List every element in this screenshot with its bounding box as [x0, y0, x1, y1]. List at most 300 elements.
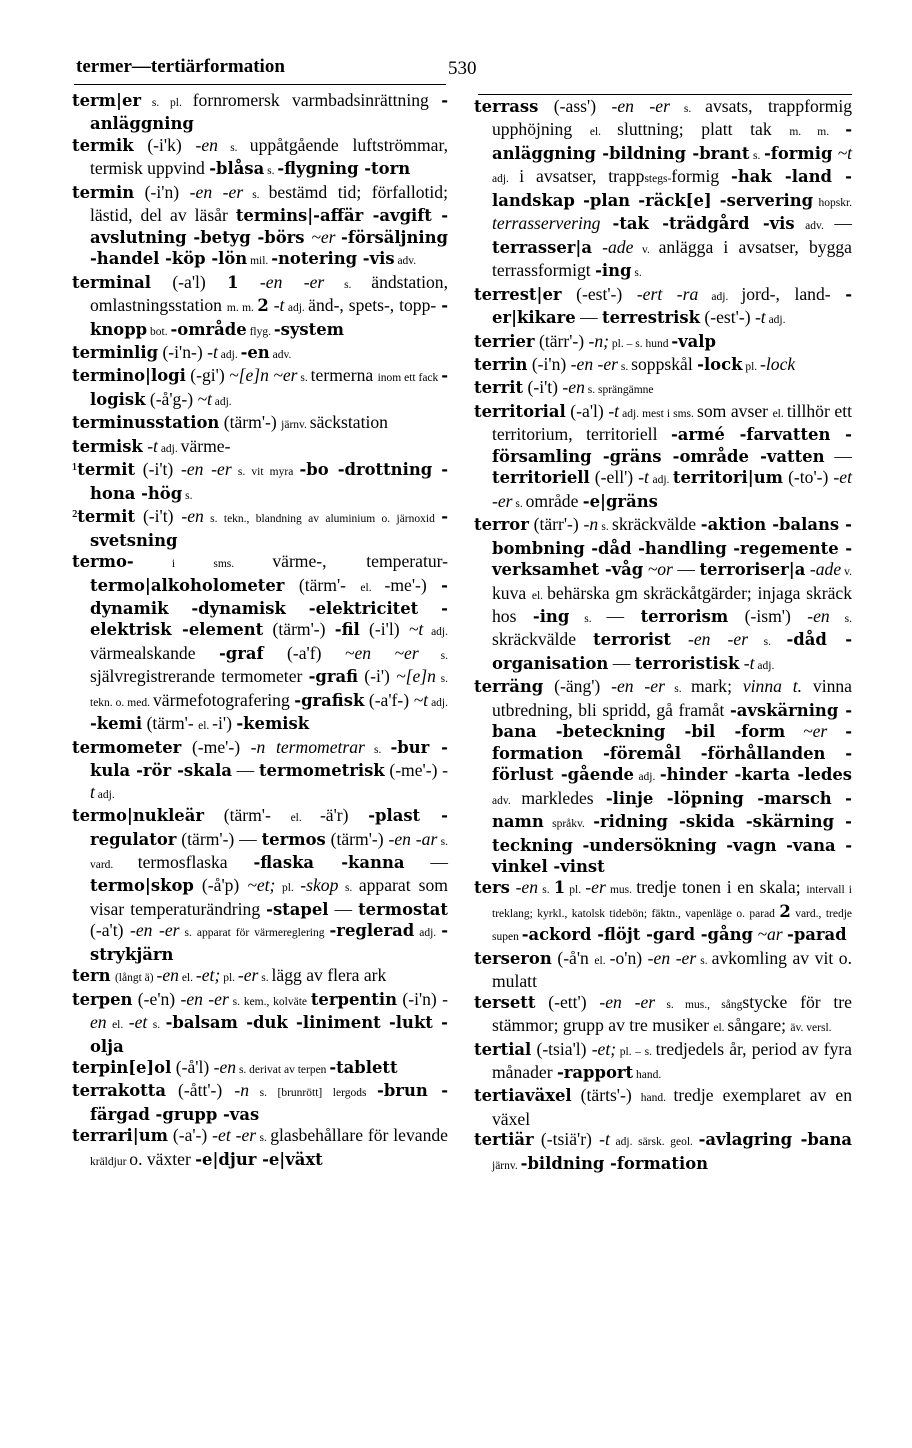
- headword: termit: [77, 460, 136, 480]
- definition-text: fornromersk varmbadsinrättning: [192, 90, 442, 110]
- definition-text: uppåtgående luftströmmar, termisk uppvind: [90, 134, 448, 179]
- definition-text: jord-, land-: [741, 283, 846, 304]
- headword: terror: [474, 515, 529, 535]
- label: pl. – s. hund: [609, 337, 672, 350]
- definition-text: [827, 721, 845, 741]
- label: s.: [338, 882, 359, 895]
- headword: -fil: [334, 620, 360, 640]
- label: pl.: [565, 884, 586, 897]
- definition-text: självregistrerande termometer: [90, 666, 309, 687]
- definition-text: (-i't): [135, 459, 181, 480]
- definition-text: —: [824, 445, 852, 466]
- headword: tertiaväxel: [474, 1086, 572, 1106]
- definition-text: termerna: [310, 365, 378, 386]
- headword: -dynamik -dynamisk -elektricitet -elektrisk -element: [90, 575, 448, 640]
- definition-text: ²: [72, 506, 78, 527]
- dictionary-entry: [72, 436, 448, 459]
- definition-text: bestämd tid; förfallotid; lästid, del av läsår: [90, 181, 448, 226]
- label: s. tekn. o. med.: [90, 673, 448, 709]
- label: s.: [664, 683, 691, 696]
- definition-text: värme-, temperatur-: [272, 551, 449, 572]
- definition-text: —: [404, 851, 448, 872]
- definition-text: termosflaska: [137, 851, 254, 872]
- inflection: -er: [585, 877, 606, 898]
- dictionary-entry: [474, 331, 852, 354]
- label: adj. mest i sms.: [619, 407, 697, 420]
- label: s. [brunrött] lergods: [249, 1087, 378, 1100]
- label: pl.: [275, 882, 301, 895]
- dictionary-entry: [474, 514, 852, 676]
- definition-text: tillhör ett territorium, territoriell: [492, 400, 852, 445]
- label: adj.: [698, 290, 742, 303]
- dictionary-entry: [474, 992, 852, 1039]
- headword: -rapport: [556, 1063, 634, 1083]
- dictionary-entry: [72, 412, 448, 435]
- dictionary-entry: [72, 272, 448, 342]
- definition-text: (tärm'-: [284, 574, 361, 595]
- definition-text: avkomling av vit o. mulatt: [492, 947, 852, 992]
- definition-text: [239, 272, 260, 292]
- headword: 2: [779, 901, 791, 921]
- label: adv.: [794, 220, 835, 233]
- headword: terminal: [72, 272, 151, 292]
- label: adj.: [648, 474, 673, 487]
- inflection: ~or: [647, 559, 673, 580]
- inflection: -en -ar: [388, 828, 438, 849]
- label: el.: [178, 972, 196, 985]
- inflection: -en -er: [180, 459, 232, 480]
- headword: -knopp: [90, 296, 449, 339]
- label: s. apparat för värmereglering: [179, 927, 330, 940]
- definition-text: —: [328, 898, 359, 919]
- label: adj.: [217, 348, 241, 361]
- label: adj.: [492, 173, 520, 186]
- dictionary-entry: [72, 135, 448, 182]
- definition-text: (-ass'): [538, 96, 612, 116]
- headword: termo|alkoholometer: [90, 575, 285, 595]
- headword: termometer: [72, 737, 182, 757]
- headword: terrin: [474, 354, 528, 374]
- definition-text: soppskål: [631, 353, 698, 374]
- headword: -lock: [697, 354, 743, 374]
- inflection: ~t: [408, 619, 424, 640]
- definition-text: i avsatser, trapp: [519, 166, 645, 187]
- inflection: -ade: [809, 559, 842, 580]
- headword: terrorist: [593, 630, 671, 650]
- definition-text: (-a't): [90, 920, 130, 941]
- dictionary-entry: [474, 96, 852, 284]
- definition-text: (-i'l): [359, 619, 409, 640]
- definition-text: (-i't): [523, 377, 563, 398]
- definition-text: (-me'-): [181, 736, 251, 757]
- inflection: -en -er: [647, 947, 697, 968]
- definition-text: (-a'f-): [364, 689, 414, 710]
- label: s. derivat av terpen: [236, 1064, 330, 1077]
- definition-text: behärska gm skräckåtgärder; injaga skräck hos: [492, 582, 852, 626]
- definition-text: (-est'-): [700, 307, 755, 328]
- definition-text: värme-: [180, 435, 231, 456]
- headword: termo|nukleär: [72, 806, 204, 826]
- headword: terrasser|a: [492, 237, 592, 257]
- headword: territori|um: [672, 468, 784, 488]
- headword: termometrisk: [258, 761, 385, 781]
- headword: -hak -land -landskap -plan -räck[e] -servering: [492, 167, 852, 210]
- inflection: -en -er: [611, 96, 670, 116]
- inflection: -t: [273, 295, 285, 316]
- definition-text: (tärr'-): [528, 514, 584, 535]
- headword: termin: [72, 182, 135, 202]
- headword: tersett: [474, 992, 536, 1012]
- definition-text: (-ell'): [589, 467, 639, 488]
- label: s.: [749, 149, 764, 162]
- label: s.: [182, 489, 193, 502]
- headword: -e|djur -e|växt: [195, 1149, 323, 1169]
- inflection: -et;: [195, 965, 221, 986]
- label: adj.: [414, 927, 442, 940]
- definition-text: -me'-): [384, 574, 442, 595]
- dictionary-entry: [72, 1080, 448, 1125]
- label: el.: [713, 1022, 728, 1035]
- dictionary-entry: [72, 551, 448, 737]
- inflection: -en: [156, 965, 179, 986]
- headword: termostat: [358, 899, 448, 919]
- definition-text: (-å'l): [171, 1057, 214, 1078]
- label: hand.: [640, 1092, 674, 1105]
- dictionary-entry: [474, 377, 852, 400]
- inflection: -en -er: [130, 920, 180, 941]
- label: intervall i treklang; kyrkl., katolsk tidebön; fäktn., vapenläge o. parad: [492, 884, 853, 920]
- label: s. vard.: [90, 835, 448, 871]
- label: adj.: [157, 442, 181, 455]
- label: s. mus., sång: [655, 998, 743, 1011]
- definition-text: [600, 213, 612, 233]
- definition-text: (-i'): [358, 666, 397, 687]
- headword: -bur -kula -rör -skala: [90, 737, 448, 781]
- definition-text: (-i'n): [397, 988, 443, 1009]
- inflection: -t: [608, 400, 620, 421]
- definition-text: område: [525, 490, 583, 511]
- definition-text: (tärr'-): [534, 330, 589, 351]
- dictionary-entry: [72, 965, 448, 988]
- label: s.: [324, 278, 372, 291]
- headword: terräng: [474, 677, 544, 697]
- inflection: -t: [90, 760, 448, 802]
- label: s.: [569, 612, 607, 625]
- label: s.: [618, 360, 632, 373]
- headword: -grafi: [308, 667, 359, 687]
- headword: terrestrisk: [602, 308, 700, 328]
- dictionary-entry: [474, 354, 852, 377]
- inflection: -n: [583, 514, 599, 535]
- definition-text: (-a'-): [167, 1125, 213, 1146]
- headword: -hinder -karta -ledes: [659, 765, 852, 785]
- label: äv. versl.: [790, 1022, 832, 1035]
- headword: -flaska -kanna: [253, 852, 405, 872]
- headword: -e|gräns: [582, 491, 658, 511]
- label: el.: [589, 126, 618, 139]
- definition-text: (tärm'-: [203, 805, 291, 826]
- headword: tertiär: [474, 1130, 534, 1150]
- label: v.: [633, 243, 659, 256]
- label: s.: [297, 372, 311, 385]
- dictionary-entry: [72, 1125, 448, 1172]
- headword: -aktion -balans -bombning -dåd -handling -regemente -verksamhet -våg: [492, 515, 852, 580]
- headword: -formig: [763, 143, 833, 163]
- label: adj.: [428, 696, 448, 709]
- definition-text: (-to'-): [783, 467, 834, 488]
- headword: -anläggning: [90, 91, 449, 134]
- label: el.: [360, 581, 385, 594]
- headword: -formation -föremål -förhållanden -förlust -gående: [492, 722, 852, 785]
- headword: tertial: [474, 1039, 532, 1059]
- headword: -bildning -formation: [520, 1153, 709, 1173]
- dictionary-entry: [72, 805, 448, 965]
- inflection: -en: [90, 988, 448, 1033]
- headword: termisk: [72, 436, 143, 456]
- headword: -ridning -skida -skärning -teckning -undersökning -vagn -vana -vinkel -vinst: [492, 812, 852, 876]
- label: s.: [748, 636, 787, 649]
- inflection: -en -er: [599, 991, 656, 1012]
- headword: -försäljning -handel -köp -lön: [90, 227, 448, 269]
- headword: ters: [474, 878, 510, 898]
- definition-text: stycke för tre stämmor; grupp av tre musiker: [492, 991, 852, 1036]
- label: inom ett fack: [377, 372, 442, 385]
- headword: -reglerad: [329, 921, 415, 941]
- dictionary-entry: [72, 1057, 448, 1080]
- headword: terrari|um: [72, 1126, 168, 1146]
- inflection: -en: [213, 1057, 237, 1078]
- headword: -ing: [532, 606, 570, 626]
- label: s.: [418, 649, 448, 662]
- inflection: -ert -ra: [636, 283, 699, 304]
- headword: terrier: [474, 331, 535, 351]
- definition-text: glasbehållare för levande: [270, 1125, 448, 1146]
- inflection: ~er: [803, 721, 828, 742]
- label: adv.: [394, 255, 417, 268]
- inflection: ~[e]n ~er: [229, 365, 298, 386]
- definition-text: lägg av flera ark: [271, 965, 387, 986]
- definition-text: tredje tonen i en skala;: [636, 877, 807, 898]
- label: el.: [594, 954, 610, 967]
- headword: terminlig: [72, 342, 159, 362]
- inflection: -en -er: [688, 629, 749, 650]
- headword: -grafisk: [294, 690, 365, 710]
- headword: terrest|er: [474, 284, 562, 304]
- definition-text: formig: [671, 166, 732, 187]
- label: s.: [217, 141, 250, 154]
- definition-text: (-äng'): [543, 676, 612, 697]
- definition-text: -ä'r): [319, 805, 369, 826]
- definition-text: —: [606, 605, 641, 626]
- label: el.: [772, 407, 787, 420]
- running-head: termer—tertiärformation: [76, 56, 285, 77]
- dictionary-entry: [72, 989, 448, 1057]
- inflection: -en: [195, 134, 218, 155]
- label: pl. – s.: [616, 1045, 656, 1058]
- inflection: -t: [599, 1129, 610, 1150]
- inflection: -skop: [300, 875, 339, 896]
- headword: terroriser|a: [699, 560, 806, 580]
- inflection: -et -er: [212, 1125, 257, 1146]
- headword: -linje -löpning -marsch -namn: [492, 788, 852, 832]
- definition-text: (-i'n): [527, 353, 571, 374]
- label: stegs-: [644, 173, 672, 186]
- definition-text: [592, 237, 602, 257]
- headword: territoriell: [492, 468, 590, 488]
- definition-text: apparat som visar temperaturändring: [90, 875, 448, 919]
- inflection: -en -er: [189, 181, 244, 202]
- headword: -strykjärn: [90, 921, 448, 964]
- headword: -tak -trädgård -vis: [612, 214, 795, 234]
- inflection: -n termometrar: [250, 736, 365, 757]
- headword: -system: [273, 319, 344, 339]
- headword: termit: [77, 507, 136, 527]
- definition-text: tredjedels år, period av fyra månader: [492, 1038, 852, 1083]
- inflection: -t: [638, 467, 649, 488]
- dictionary-entry: [72, 365, 448, 412]
- label: hopskr.: [813, 196, 853, 209]
- definition-text: (-e'n): [132, 988, 181, 1009]
- inflection: vinna t.: [742, 676, 803, 697]
- definition-text: ¹: [72, 459, 78, 480]
- headword: -avlagring -bana: [698, 1130, 852, 1150]
- label: s.: [364, 743, 391, 756]
- definition-text: (-i'k): [133, 134, 196, 155]
- dictionary-entry: [72, 459, 448, 506]
- label: adj. särsk. geol.: [609, 1136, 699, 1149]
- label: pl.: [220, 972, 238, 985]
- definition-text: (-ism'): [728, 605, 808, 626]
- dictionary-entry: [474, 284, 852, 331]
- headword: -stapel: [266, 899, 329, 919]
- label: s.: [256, 1132, 271, 1145]
- label: adj.: [423, 626, 448, 639]
- definition-text: (-å'n: [551, 947, 595, 968]
- headword: -valp: [671, 331, 716, 351]
- definition-text: anlägga i avsatser, bygga terrassformigt: [492, 236, 852, 281]
- definition-text: (tärm'-) —: [176, 828, 262, 849]
- label: adj.: [633, 771, 660, 784]
- definition-text: —: [672, 559, 700, 580]
- definition-text: -i'): [212, 713, 237, 734]
- headword: -armé -farvatten -församling -gräns -område -vatten: [492, 425, 852, 466]
- label: el.: [290, 812, 320, 825]
- definition-text: avsats, trappformig upphöjning: [492, 96, 853, 140]
- headword: termos: [261, 829, 326, 849]
- label: s. vit myra: [231, 466, 300, 479]
- dictionary-entry: [474, 877, 852, 947]
- dictionary-entry: [72, 342, 448, 365]
- headword: -brun -färgad -grupp -vas: [90, 1081, 448, 1124]
- inflection: -et -er: [492, 467, 852, 511]
- dictionary-entry: [474, 948, 852, 992]
- headword: terroristisk: [634, 653, 740, 673]
- definition-text: (-i'n): [134, 181, 190, 202]
- headword: termik: [72, 135, 134, 155]
- definition-text: o. växter: [129, 1148, 196, 1169]
- inflection: -n;: [588, 330, 610, 351]
- inflection: -t: [754, 307, 766, 328]
- definition-text: skräckvälde: [611, 514, 701, 535]
- definition-text: —: [575, 307, 603, 328]
- label: el.: [106, 1019, 129, 1032]
- definition-text: värmealskande: [90, 642, 219, 663]
- headword: terminusstation: [72, 413, 220, 433]
- label: el.: [198, 720, 213, 733]
- dictionary-entry: [474, 1085, 852, 1129]
- headword: terrakotta: [72, 1081, 166, 1101]
- label: el.: [531, 589, 548, 602]
- definition-text: (-est'-): [561, 283, 637, 304]
- headword: -bo -drottning -hona -hög: [90, 460, 449, 503]
- headword: -ackord -flöjt -gard -gång: [521, 925, 754, 945]
- headword: 2: [257, 296, 269, 316]
- label: s. pl.: [141, 97, 193, 109]
- headword: -ing: [595, 261, 632, 281]
- page-number: 530: [448, 58, 477, 79]
- definition-text: (-gi'): [185, 365, 230, 386]
- definition-text: tredje exemplaret av en växel: [492, 1085, 852, 1129]
- inflection: -ade: [602, 236, 634, 257]
- definition-text: (-me'-): [384, 760, 443, 781]
- label: s.: [243, 188, 269, 201]
- label: s. tekn., blandning av aluminium o. järnoxid: [203, 513, 442, 526]
- label: adv.: [269, 348, 292, 361]
- headword: terpen: [72, 989, 133, 1009]
- inflection: -en -er: [611, 676, 665, 697]
- inflection: -t: [207, 341, 218, 362]
- label: vard., tredje supen: [492, 907, 852, 944]
- definition-text: värmefotografering: [152, 689, 295, 710]
- dictionary-entry: [72, 90, 448, 135]
- definition-text: —: [231, 760, 259, 781]
- definition-text: (tärts'-): [571, 1085, 641, 1106]
- headword: -parad: [787, 925, 847, 945]
- headword: termo-: [72, 552, 134, 572]
- inflection: ~en ~er: [344, 642, 419, 663]
- definition-text: ändstation, omlastningsstation: [90, 271, 448, 316]
- dictionary-entry: [72, 506, 448, 551]
- dictionary-entry: [474, 401, 852, 514]
- inflection: -t: [147, 435, 158, 456]
- label: bot.: [147, 325, 171, 338]
- definition-text: [785, 721, 803, 741]
- label: s.: [598, 521, 612, 534]
- definition-text: som avser: [696, 400, 773, 421]
- definition-text: markledes: [521, 787, 606, 808]
- inflection: -en -er: [259, 271, 325, 292]
- inflection: terrasservering: [492, 213, 601, 234]
- definition-text: mark;: [690, 676, 743, 697]
- inflection: -en -er: [180, 988, 229, 1009]
- inflection: -en -er: [570, 353, 619, 374]
- inflection: -en: [807, 605, 830, 626]
- label: kräldjur: [90, 1155, 130, 1168]
- definition-text: (tärm'-: [142, 713, 199, 734]
- inflection: -t: [743, 652, 755, 673]
- inflection: ~t: [197, 388, 212, 409]
- dictionary-entry: [72, 182, 448, 272]
- label: adj.: [765, 314, 786, 327]
- headword: terpentin: [310, 989, 398, 1009]
- label: s. sprängämne: [584, 384, 654, 397]
- header-rule: [74, 84, 446, 85]
- headword: tern: [72, 966, 111, 986]
- definition-text: (tärm'-): [219, 412, 282, 433]
- inflection: -et;: [591, 1038, 617, 1059]
- label: adj.: [94, 788, 115, 801]
- definition-text: sluttning; platt tak: [617, 119, 790, 140]
